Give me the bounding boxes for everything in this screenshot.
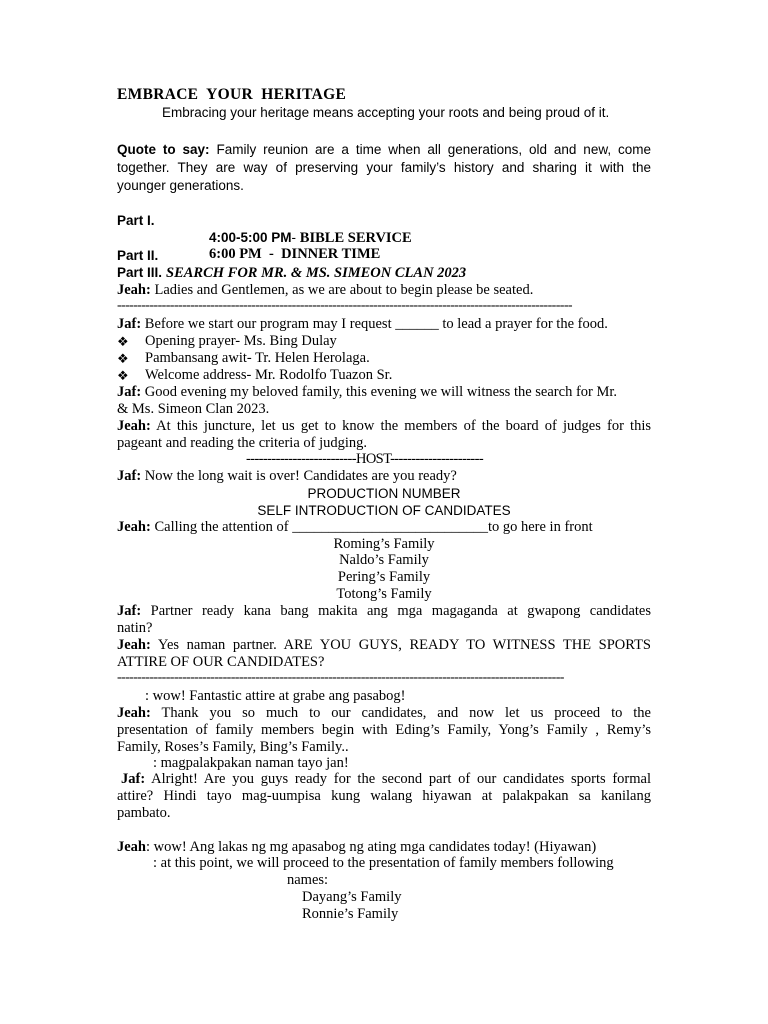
script-line-4 [117, 418, 651, 435]
script-line-14-cont: names: [287, 872, 329, 888]
speaker-jeah: Jeah: [117, 282, 151, 298]
line-text: Now the long wait is over! Candidates are you ready? [141, 468, 457, 484]
script-line-12-cont-1: attire? Hindi tayo mag-uumpisa kung walang hiyawan at palakpakan sa kanilang [117, 788, 651, 804]
script-line-7-cont: natin? [117, 620, 153, 636]
bullet-icon: ❖ [117, 351, 129, 366]
script-line-8-cont: ATTIRE OF OUR CANDIDATES? [117, 654, 325, 670]
part-1-row [209, 229, 412, 247]
host-divider: --------------------------HOST---------------------- [246, 451, 484, 467]
quote-text-1: Family reunion are a time when all generations, old and new, come [216, 142, 651, 157]
part-1-sep: - [291, 230, 300, 245]
family-list-1-item: Naldo’s Family [339, 552, 429, 568]
line-text: Yes naman partner. ARE YOU GUYS, READY TO WITNESS THE SPORTS [150, 637, 651, 653]
family-list-1-item: Totong’s Family [336, 586, 432, 602]
document-title: EMBRACE YOUR HERITAGE [117, 86, 347, 103]
speaker-jeah: Jeah: [117, 637, 151, 653]
family-list-2-item: Dayang’s Family [302, 889, 402, 905]
self-intro-heading: SELF INTRODUCTION OF CANDIDATES [257, 503, 511, 518]
line-text: Partner ready kana bang makita ang mga magaganda at gwapong candidates [141, 603, 651, 619]
speaker-jaf: Jaf: [117, 384, 142, 400]
script-line-3-cont: & Ms. Simeon Clan 2023. [117, 401, 270, 417]
bullet-icon: ❖ [117, 368, 129, 383]
script-line-10-cont-1: presentation of family members begin with Eding’s Family, Yong’s Family , Remy’s [117, 722, 651, 738]
script-line-4-cont: pageant and reading the criteria of judging. [117, 435, 368, 451]
part-3-row [117, 264, 466, 282]
part-2-event: 6:00 PM - DINNER TIME [209, 246, 381, 262]
speaker-jaf: Jaf: [117, 316, 142, 332]
speaker-jeah: Jeah: [117, 519, 151, 535]
line-text: : wow! Ang lakas ng mg apasabog ng ating mga candidates today! (Hiyawan) [146, 839, 597, 855]
quote-line-3 [117, 177, 651, 194]
script-line-9: : wow! Fantastic attire at grabe ang pasabog! [145, 688, 406, 704]
script-line-11: : magpalakpakan naman tayo jan! [153, 755, 349, 771]
bullet-item-2: Pambansang awit- Tr. Helen Herolaga. [145, 350, 370, 366]
line-text: Good evening my beloved family, this evening we will witness the search for Mr. [141, 384, 618, 400]
script-line-5 [117, 468, 651, 485]
line-text: Alright! Are you guys ready for the second part of our candidates sports formal [145, 771, 651, 787]
line-text: Ladies and Gentlemen, as we are about to begin please be seated. [150, 282, 534, 298]
part-3-event: SEARCH FOR MR. & MS. SIMEON CLAN 2023 [166, 265, 467, 281]
bullet-item-3: Welcome address- Mr. Rodolfo Tuazon Sr. [145, 367, 393, 383]
bullet-icon: ❖ [117, 334, 129, 349]
script-line-12 [121, 771, 651, 788]
document-subtitle: Embracing your heritage means accepting your roots and being proud of it. [162, 105, 610, 120]
script-line-2 [117, 316, 651, 333]
script-line-1 [117, 282, 651, 299]
divider-2: -------------------------------------------------------------------------------------------------------------- [117, 670, 564, 685]
speaker-jaf: Jaf: [117, 468, 142, 484]
family-list-1-item: Pering’s Family [337, 569, 431, 585]
line-text: At this juncture, let us get to know the members of the board of judges for this [150, 418, 651, 434]
part-3-label: Part III. [117, 265, 163, 280]
script-line-3 [117, 384, 651, 401]
quote-line-1 [117, 141, 651, 158]
script-line-12-cont-2: pambato. [117, 805, 171, 821]
speaker-jaf: Jaf: [121, 771, 146, 787]
script-line-7 [117, 603, 651, 620]
bullet-item-1: Opening prayer- Ms. Bing Dulay [145, 333, 337, 349]
line-text: Thank you so much to our candidates, and now let us proceed to the [150, 705, 651, 721]
line-text: Calling the attention of ___________________________to go here in front [150, 519, 593, 535]
script-line-10 [117, 705, 651, 722]
speaker-jeah: Jeah [117, 839, 146, 855]
script-line-13 [117, 839, 651, 856]
part-1-event: BIBLE SERVICE [299, 230, 412, 246]
part-2-label: Part II. [117, 248, 159, 263]
production-number-heading: PRODUCTION NUMBER [307, 486, 461, 501]
part-1-time: 4:00-5:00 PM [209, 230, 292, 245]
family-list-1-item: Roming’s Family [333, 536, 435, 552]
family-list-2-item: Ronnie’s Family [302, 906, 399, 922]
speaker-jaf: Jaf: [117, 603, 142, 619]
line-text: Before we start our program may I request ______ to lead a prayer for the food. [141, 316, 608, 332]
speaker-jeah: Jeah: [117, 418, 151, 434]
script-line-14: : at this point, we will proceed to the presentation of family members following [153, 855, 614, 871]
divider-1: ---------------------------------------------------------------------------------------------------------------- [117, 298, 572, 313]
quote-label: Quote to say: [117, 142, 210, 157]
speaker-jeah: Jeah: [117, 705, 151, 721]
part-1-label: Part I. [117, 213, 155, 228]
quote-text-2: together. They are way of preserving your family’s history and sharing it with the [117, 160, 651, 175]
quote-line-2 [117, 159, 651, 176]
script-line-6 [117, 519, 651, 536]
quote-text-3: younger generations. [117, 178, 244, 193]
script-line-8 [117, 637, 651, 654]
script-line-10-cont-2: Family, Roses’s Family, Bing’s Family.. [117, 739, 349, 755]
